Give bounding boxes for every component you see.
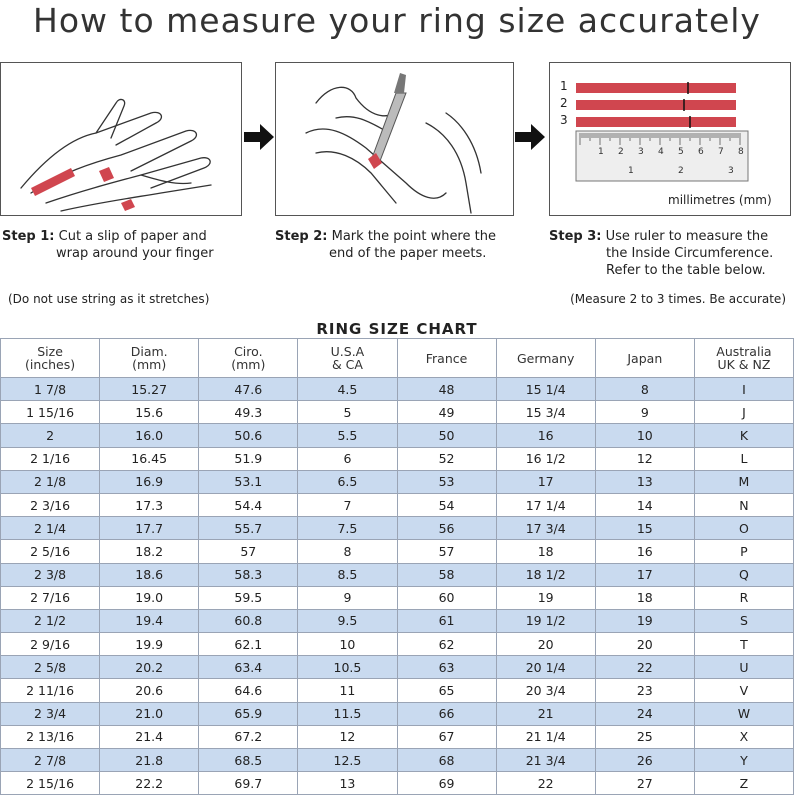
column-header-line: UK & NZ bbox=[717, 357, 771, 372]
ruler-cm-label: 5 bbox=[678, 147, 684, 157]
table-cell: 63 bbox=[397, 656, 496, 679]
table-cell: 65.9 bbox=[199, 702, 298, 725]
table-cell: 25 bbox=[595, 725, 694, 748]
paper-strip-1 bbox=[576, 83, 736, 93]
table-row bbox=[1, 586, 794, 609]
step-text: the Inside Circumference. bbox=[606, 246, 774, 261]
table-cell: X bbox=[694, 725, 793, 748]
table-cell: P bbox=[694, 540, 793, 563]
table-cell: R bbox=[694, 586, 793, 609]
table-cell: 47.6 bbox=[199, 378, 298, 401]
column-header-line: Diam. bbox=[130, 344, 168, 359]
table-cell: 13 bbox=[298, 772, 397, 795]
table-cell: 69 bbox=[397, 772, 496, 795]
table-cell: 9 bbox=[595, 401, 694, 424]
column-header-line: & CA bbox=[331, 357, 363, 372]
table-row bbox=[1, 656, 794, 679]
table-cell: 12 bbox=[595, 447, 694, 470]
table-cell: 20 3/4 bbox=[496, 679, 595, 702]
table-cell: 16 bbox=[496, 424, 595, 447]
step-2-caption bbox=[275, 228, 525, 262]
table-cell: 11 bbox=[298, 679, 397, 702]
table-cell: K bbox=[694, 424, 793, 447]
table-cell: 16.0 bbox=[100, 424, 199, 447]
ruler-inch-label: 3 bbox=[728, 166, 734, 176]
step-text: Refer to the table below. bbox=[606, 263, 766, 278]
note-left: (Do not use string as it stretches) bbox=[8, 292, 210, 306]
table-cell: 17 bbox=[595, 563, 694, 586]
table-cell: 9.5 bbox=[298, 609, 397, 632]
table-cell: 51.9 bbox=[199, 447, 298, 470]
table-cell: 9 bbox=[298, 586, 397, 609]
table-row bbox=[1, 493, 794, 516]
table-cell: 18 1/2 bbox=[496, 563, 595, 586]
table-cell: 16 1/2 bbox=[496, 447, 595, 470]
table-cell: 5.5 bbox=[298, 424, 397, 447]
table-cell: 21 bbox=[496, 702, 595, 725]
table-cell: Z bbox=[694, 772, 793, 795]
table-cell: 20.2 bbox=[100, 656, 199, 679]
table-row bbox=[1, 424, 794, 447]
column-header bbox=[595, 339, 694, 378]
table-row bbox=[1, 679, 794, 702]
table-cell: 6 bbox=[298, 447, 397, 470]
table-cell: 49 bbox=[397, 401, 496, 424]
ring-size-table bbox=[0, 338, 794, 795]
ruler-cm-label: 1 bbox=[598, 147, 604, 157]
table-row bbox=[1, 609, 794, 632]
table-cell: 19.0 bbox=[100, 586, 199, 609]
column-header-line: (inches) bbox=[24, 357, 76, 372]
table-cell: U bbox=[694, 656, 793, 679]
table-row bbox=[1, 749, 794, 772]
table-cell: 19 bbox=[595, 609, 694, 632]
table-cell: 18 bbox=[496, 540, 595, 563]
table-cell: 10.5 bbox=[298, 656, 397, 679]
ruler-cm-label: 3 bbox=[638, 147, 644, 157]
table-cell: 7 bbox=[298, 493, 397, 516]
table-row bbox=[1, 563, 794, 586]
table-row bbox=[1, 725, 794, 748]
table-cell: 19.9 bbox=[100, 633, 199, 656]
table-cell: 12 bbox=[298, 725, 397, 748]
table-row bbox=[1, 702, 794, 725]
table-cell: 18.2 bbox=[100, 540, 199, 563]
table-cell: 2 13/16 bbox=[1, 725, 100, 748]
table-cell: 55.7 bbox=[199, 517, 298, 540]
column-header-line: Size bbox=[37, 344, 63, 359]
paper-strip-2 bbox=[576, 100, 736, 110]
table-row bbox=[1, 772, 794, 795]
table-cell: 57 bbox=[199, 540, 298, 563]
chart-title: RING SIZE CHART bbox=[316, 320, 478, 338]
table-cell: 64.6 bbox=[199, 679, 298, 702]
table-cell: 2 3/8 bbox=[1, 563, 100, 586]
table-cell: 23 bbox=[595, 679, 694, 702]
column-header-line: Germany bbox=[516, 350, 575, 366]
table-cell: 48 bbox=[397, 378, 496, 401]
table-cell: 22.2 bbox=[100, 772, 199, 795]
table-cell: 2 15/16 bbox=[1, 772, 100, 795]
table-cell: 15 3/4 bbox=[496, 401, 595, 424]
table-cell: 18 bbox=[595, 586, 694, 609]
column-header bbox=[1, 339, 100, 378]
table-cell: 20.6 bbox=[100, 679, 199, 702]
table-cell: 6.5 bbox=[298, 470, 397, 493]
table-cell: 21 1/4 bbox=[496, 725, 595, 748]
table-cell: 16.45 bbox=[100, 447, 199, 470]
table-cell: Q bbox=[694, 563, 793, 586]
table-cell: 53 bbox=[397, 470, 496, 493]
table-cell: 13 bbox=[595, 470, 694, 493]
table-row bbox=[1, 517, 794, 540]
table-cell: 15 bbox=[595, 517, 694, 540]
column-header bbox=[694, 339, 793, 378]
table-cell: 49.3 bbox=[199, 401, 298, 424]
column-header-line: U.S.A bbox=[330, 344, 365, 359]
table-cell: Y bbox=[694, 749, 793, 772]
table-cell: 59.5 bbox=[199, 586, 298, 609]
table-cell: S bbox=[694, 609, 793, 632]
table-cell: 21 3/4 bbox=[496, 749, 595, 772]
table-cell: 62.1 bbox=[199, 633, 298, 656]
ruler-cm-label: 6 bbox=[698, 147, 704, 157]
table-cell: 2 3/4 bbox=[1, 702, 100, 725]
table-cell: 22 bbox=[595, 656, 694, 679]
step-label: Step 2: bbox=[275, 229, 328, 244]
table-cell: 10 bbox=[298, 633, 397, 656]
table-cell: 63.4 bbox=[199, 656, 298, 679]
table-cell: 57 bbox=[397, 540, 496, 563]
table-cell: 61 bbox=[397, 609, 496, 632]
table-cell: 2 9/16 bbox=[1, 633, 100, 656]
step1-illustration bbox=[0, 62, 242, 216]
table-cell: N bbox=[694, 493, 793, 516]
note-right: (Measure 2 to 3 times. Be accurate) bbox=[570, 292, 786, 306]
step-text: end of the paper meets. bbox=[329, 246, 487, 261]
step-3-caption bbox=[549, 228, 794, 279]
table-cell: 15.6 bbox=[100, 401, 199, 424]
table-cell: 2 7/8 bbox=[1, 749, 100, 772]
table-cell: 60.8 bbox=[199, 609, 298, 632]
ruler-inch-label: 1 bbox=[628, 166, 634, 176]
table-cell: 26 bbox=[595, 749, 694, 772]
pen-mark-icon bbox=[276, 63, 513, 215]
table-cell: L bbox=[694, 447, 793, 470]
table-cell: 2 1/2 bbox=[1, 609, 100, 632]
table-cell: 27 bbox=[595, 772, 694, 795]
strip-number: 3 bbox=[560, 113, 568, 127]
table-cell: 18.6 bbox=[100, 563, 199, 586]
table-cell: 50 bbox=[397, 424, 496, 447]
table-cell: 60 bbox=[397, 586, 496, 609]
table-cell: 2 1/4 bbox=[1, 517, 100, 540]
table-cell: 17 bbox=[496, 470, 595, 493]
table-header-row bbox=[1, 339, 794, 378]
table-cell: I bbox=[694, 378, 793, 401]
column-header-line: (mm) bbox=[231, 357, 266, 372]
table-cell: 17 3/4 bbox=[496, 517, 595, 540]
step-text: wrap around your finger bbox=[56, 246, 214, 261]
ruler-cm-label: 8 bbox=[738, 147, 744, 157]
table-cell: 20 bbox=[595, 633, 694, 656]
table-cell: 58 bbox=[397, 563, 496, 586]
table-cell: 2 5/8 bbox=[1, 656, 100, 679]
column-header-line: (mm) bbox=[132, 357, 167, 372]
table-cell: 15.27 bbox=[100, 378, 199, 401]
table-cell: V bbox=[694, 679, 793, 702]
table-cell: 22 bbox=[496, 772, 595, 795]
table-cell: 67.2 bbox=[199, 725, 298, 748]
table-cell: 19.4 bbox=[100, 609, 199, 632]
table-cell: 65 bbox=[397, 679, 496, 702]
table-cell: M bbox=[694, 470, 793, 493]
table-cell: W bbox=[694, 702, 793, 725]
table-cell: 8 bbox=[298, 540, 397, 563]
table-cell: 62 bbox=[397, 633, 496, 656]
step3-illustration bbox=[549, 62, 791, 216]
ruler-cm-label: 4 bbox=[658, 147, 664, 157]
paper-strip-icon bbox=[31, 167, 135, 211]
table-cell: 2 1/16 bbox=[1, 447, 100, 470]
column-header-line: France bbox=[425, 350, 468, 366]
table-row bbox=[1, 633, 794, 656]
table-cell: 17 1/4 bbox=[496, 493, 595, 516]
hand-wrap-icon bbox=[1, 63, 241, 215]
table-cell: 2 5/16 bbox=[1, 540, 100, 563]
table-cell: 19 bbox=[496, 586, 595, 609]
column-header-line: Ciro. bbox=[234, 344, 263, 359]
table-cell: 67 bbox=[397, 725, 496, 748]
table-cell: T bbox=[694, 633, 793, 656]
table-cell: 2 3/16 bbox=[1, 493, 100, 516]
column-header-line: Australia bbox=[716, 344, 772, 359]
table-cell: 24 bbox=[595, 702, 694, 725]
table-cell: 21.4 bbox=[100, 725, 199, 748]
table-cell: O bbox=[694, 517, 793, 540]
table-cell: 2 7/16 bbox=[1, 586, 100, 609]
table-cell: 21.0 bbox=[100, 702, 199, 725]
right-arrow-icon bbox=[244, 124, 276, 152]
table-cell: 15 1/4 bbox=[496, 378, 595, 401]
table-row bbox=[1, 470, 794, 493]
table-row bbox=[1, 540, 794, 563]
table-row bbox=[1, 401, 794, 424]
table-cell: 12.5 bbox=[298, 749, 397, 772]
table-cell: 69.7 bbox=[199, 772, 298, 795]
table-cell: 20 1/4 bbox=[496, 656, 595, 679]
table-cell: 53.1 bbox=[199, 470, 298, 493]
table-cell: 68 bbox=[397, 749, 496, 772]
table-cell: 17.7 bbox=[100, 517, 199, 540]
ruler-cm-label: 2 bbox=[618, 147, 624, 157]
table-cell: 19 1/2 bbox=[496, 609, 595, 632]
table-cell: 58.3 bbox=[199, 563, 298, 586]
step-label: Step 3: bbox=[549, 229, 602, 244]
table-cell: 17.3 bbox=[100, 493, 199, 516]
table-cell: 56 bbox=[397, 517, 496, 540]
table-cell: 20 bbox=[496, 633, 595, 656]
page-title: How to measure your ring size accurately bbox=[33, 1, 761, 40]
table-cell: 14 bbox=[595, 493, 694, 516]
column-header bbox=[496, 339, 595, 378]
table-cell: 7.5 bbox=[298, 517, 397, 540]
table-cell: 2 1/8 bbox=[1, 470, 100, 493]
step-label: Step 1: bbox=[2, 229, 55, 244]
table-cell: 52 bbox=[397, 447, 496, 470]
step-text: Mark the point where the bbox=[331, 229, 496, 244]
table-row bbox=[1, 378, 794, 401]
table-cell: J bbox=[694, 401, 793, 424]
column-header-line: Japan bbox=[627, 350, 663, 366]
table-cell: 54 bbox=[397, 493, 496, 516]
step-text: Cut a slip of paper and bbox=[58, 229, 207, 244]
ruler-cm-label: 7 bbox=[718, 147, 724, 157]
step2-illustration bbox=[275, 62, 514, 216]
table-cell: 54.4 bbox=[199, 493, 298, 516]
table-cell: 8.5 bbox=[298, 563, 397, 586]
table-cell: 10 bbox=[595, 424, 694, 447]
table-cell: 16.9 bbox=[100, 470, 199, 493]
column-header bbox=[100, 339, 199, 378]
strip-number: 2 bbox=[560, 96, 568, 110]
table-cell: 2 bbox=[1, 424, 100, 447]
column-header bbox=[199, 339, 298, 378]
table-cell: 16 bbox=[595, 540, 694, 563]
column-header bbox=[298, 339, 397, 378]
ruler-unit-label: millimetres (mm) bbox=[668, 193, 772, 207]
table-cell: 1 15/16 bbox=[1, 401, 100, 424]
paper-strip-3 bbox=[576, 117, 736, 127]
table-cell: 21.8 bbox=[100, 749, 199, 772]
step-1-caption bbox=[2, 228, 262, 262]
strip-number: 1 bbox=[560, 79, 568, 93]
table-cell: 11.5 bbox=[298, 702, 397, 725]
column-header bbox=[397, 339, 496, 378]
table-cell: 66 bbox=[397, 702, 496, 725]
table-cell: 8 bbox=[595, 378, 694, 401]
table-cell: 1 7/8 bbox=[1, 378, 100, 401]
table-cell: 4.5 bbox=[298, 378, 397, 401]
table-cell: 50.6 bbox=[199, 424, 298, 447]
table-row bbox=[1, 447, 794, 470]
step-text: Use ruler to measure the bbox=[605, 229, 769, 244]
right-arrow-icon bbox=[515, 124, 547, 152]
table-cell: 2 11/16 bbox=[1, 679, 100, 702]
ruler-inch-label: 2 bbox=[678, 166, 684, 176]
table-cell: 5 bbox=[298, 401, 397, 424]
table-cell: 68.5 bbox=[199, 749, 298, 772]
